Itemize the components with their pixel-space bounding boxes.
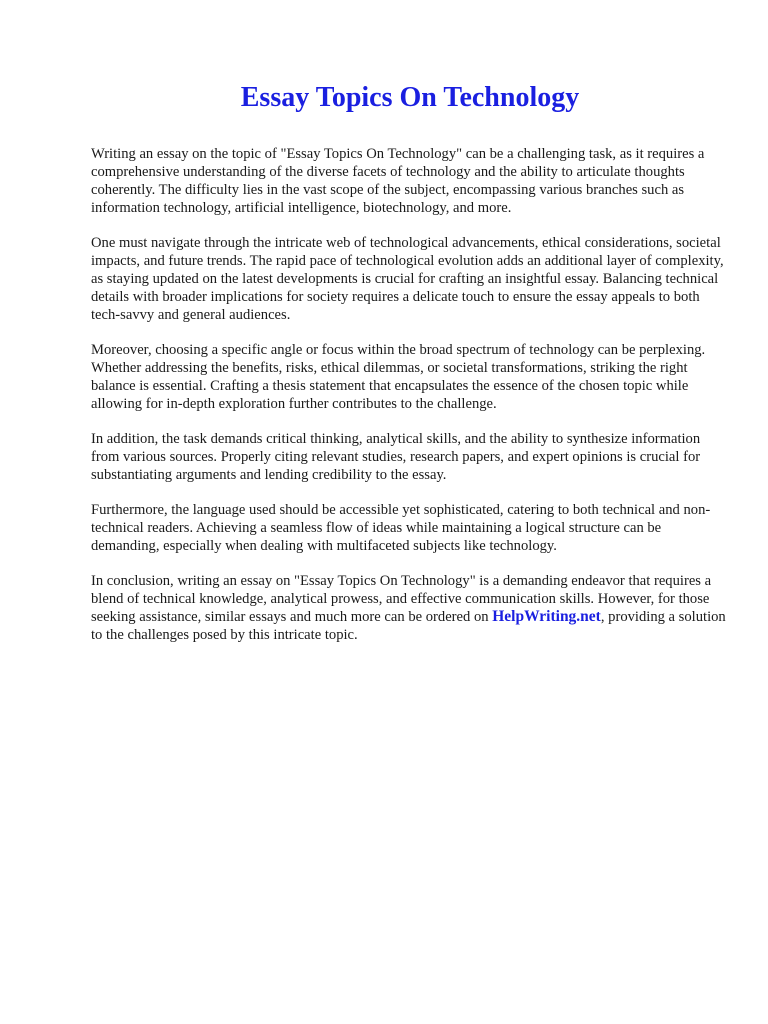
paragraph-4: In addition, the task demands critical thinking, analytical skills, and the ability to synthesize information from various sources. Properly citing relevant studies, research papers, and expert opinions is crucial for substantiating arguments and lending credibility to the essay.: [91, 431, 701, 483]
paragraph-3: Moreover, choosing a specific angle or focus within the broad spectrum of technology can be perplexing. Whether addressing the benefits, risks, ethical dilemmas, or societal transformations, striking the right balance is essential. Crafting a thesis statement that encapsulates the essence of the chosen topic while allowing for in-depth exploration further contributes to the challenge.: [91, 342, 706, 412]
essay-body: [91, 145, 727, 661]
page-title: Essay Topics On Technology: [240, 82, 580, 113]
paragraph-2: One must navigate through the intricate web of technological advancements, ethical considerations, societal impacts, and future trends. The rapid pace of technological evolution adds an additional layer of complexity, as staying updated on the latest developments is crucial for crafting an insightful essay. Balancing technical details with broader implications for society requires a delicate touch to ensure the essay appeals to both tech-savvy and general audiences.: [91, 235, 724, 323]
paragraph-1: Writing an essay on the topic of "Essay Topics On Technology" can be a challenging task, as it requires a comprehensive understanding of the diverse facets of technology and the ability to articulate thoughts coherently. The difficulty lies in the vast scope of the subject, encompassing various branches such as information technology, artificial intelligence, biotechnology, and more.: [91, 146, 705, 216]
conclusion-text-after-link: , providing a solution to the challenges posed by this intricate topic.: [91, 609, 726, 643]
helpwriting-link[interactable]: HelpWriting.net: [492, 608, 601, 625]
conclusion-text-before-link: In conclusion, writing an essay on "Essay Topics On Technology" is a demanding endeavor that requires a blend of technical knowledge, analytical prowess, and effective communication skills. However, for those seeking assistance, similar essays and much more can be ordered on: [91, 573, 712, 625]
conclusion-paragraph: [91, 572, 727, 644]
paragraph-5: Furthermore, the language used should be accessible yet sophisticated, catering to both technical and non-technical readers. Achieving a seamless flow of ideas while maintaining a logical structure can be demanding, especially when dealing with multifaceted subjects like technology.: [91, 502, 711, 554]
